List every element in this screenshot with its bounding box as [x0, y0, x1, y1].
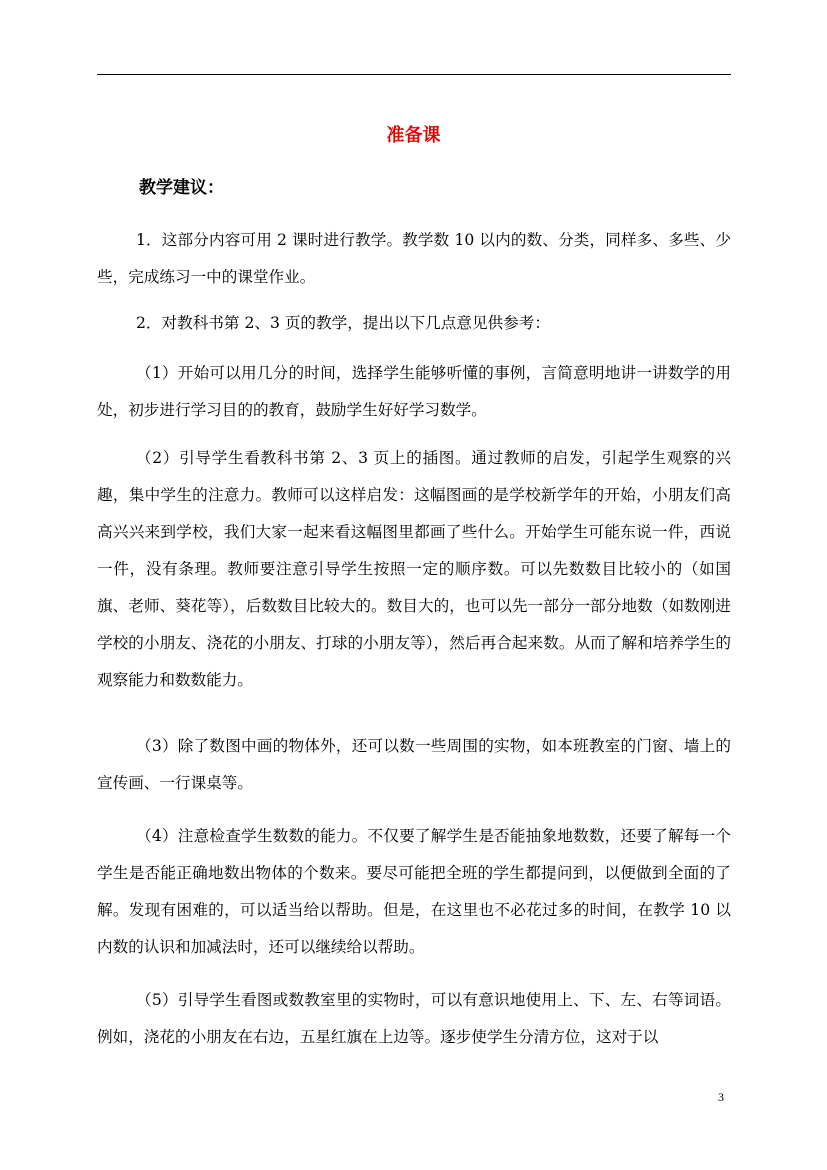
paragraph-5: （3）除了数图中画的物体外，还可以数一些周围的实物，如本班教室的门窗、墙上的宣传画、一行课桌等。	[97, 737, 731, 792]
header-rule	[97, 74, 731, 75]
paragraph-2: 2．对教科书第 2、3 页的教学，提出以下几点意见供参考：	[136, 314, 550, 332]
paragraph-1: 1．这部分内容可用 2 课时进行教学。教学数 10 以内的数、分类，同样多、多些、少些，完成练习一中的课堂作业。	[97, 231, 731, 286]
paragraph-6: （4）注意检查学生数数的能力。不仅要了解学生是否能抽象地数数，还要了解每一个学生是否能正确地数出物体的个数来。要尽可能把全班的学生都提问到，以便做到全面的了解。发现有困难的，可以适当给以帮助。但是，在这里也不必花过多的时间，在教学 10 以内数的认识和加减法时，还可以继续给以帮助。	[97, 827, 731, 956]
paragraph-3: （1）开始可以用几分的时间，选择学生能够听懂的事例，言简意明地讲一讲数学的用处，初步进行学习目的的教育，鼓励学生好好学习数学。	[97, 364, 731, 419]
page-title: 准备课	[386, 125, 441, 146]
section-heading: 教学建议：	[139, 178, 224, 198]
page-number: 3	[718, 1090, 724, 1104]
paragraph-7: （5）引导学生看图或数教室里的实物时，可以有意识地使用上、下、左、右等词语。例如，浇花的小朋友在右边，五星红旗在上边等。逐步使学生分清方位，这对于以	[97, 991, 731, 1046]
paragraph-4: （2）引导学生看教科书第 2、3 页上的插图。通过教师的启发，引起学生观察的兴趣，集中学生的注意力。教师可以这样启发：这幅图画的是学校新学年的开始，小朋友们高高兴兴来到学校，我们大家一起来看这幅图里都画了些什么。开始学生可能东说一件，西说一件，没有条理。教师要注意引导学生按照一定的顺序数。可以先数数目比较小的（如国旗、老师、葵花等），后数数目比较大的。数目大的，也可以先一部分一部分地数（如数刚进学校的小朋友、浇花的小朋友、打球的小朋友等），然后再合起来数。从而了解和培养学生的观察能力和数数能力。	[97, 449, 731, 689]
